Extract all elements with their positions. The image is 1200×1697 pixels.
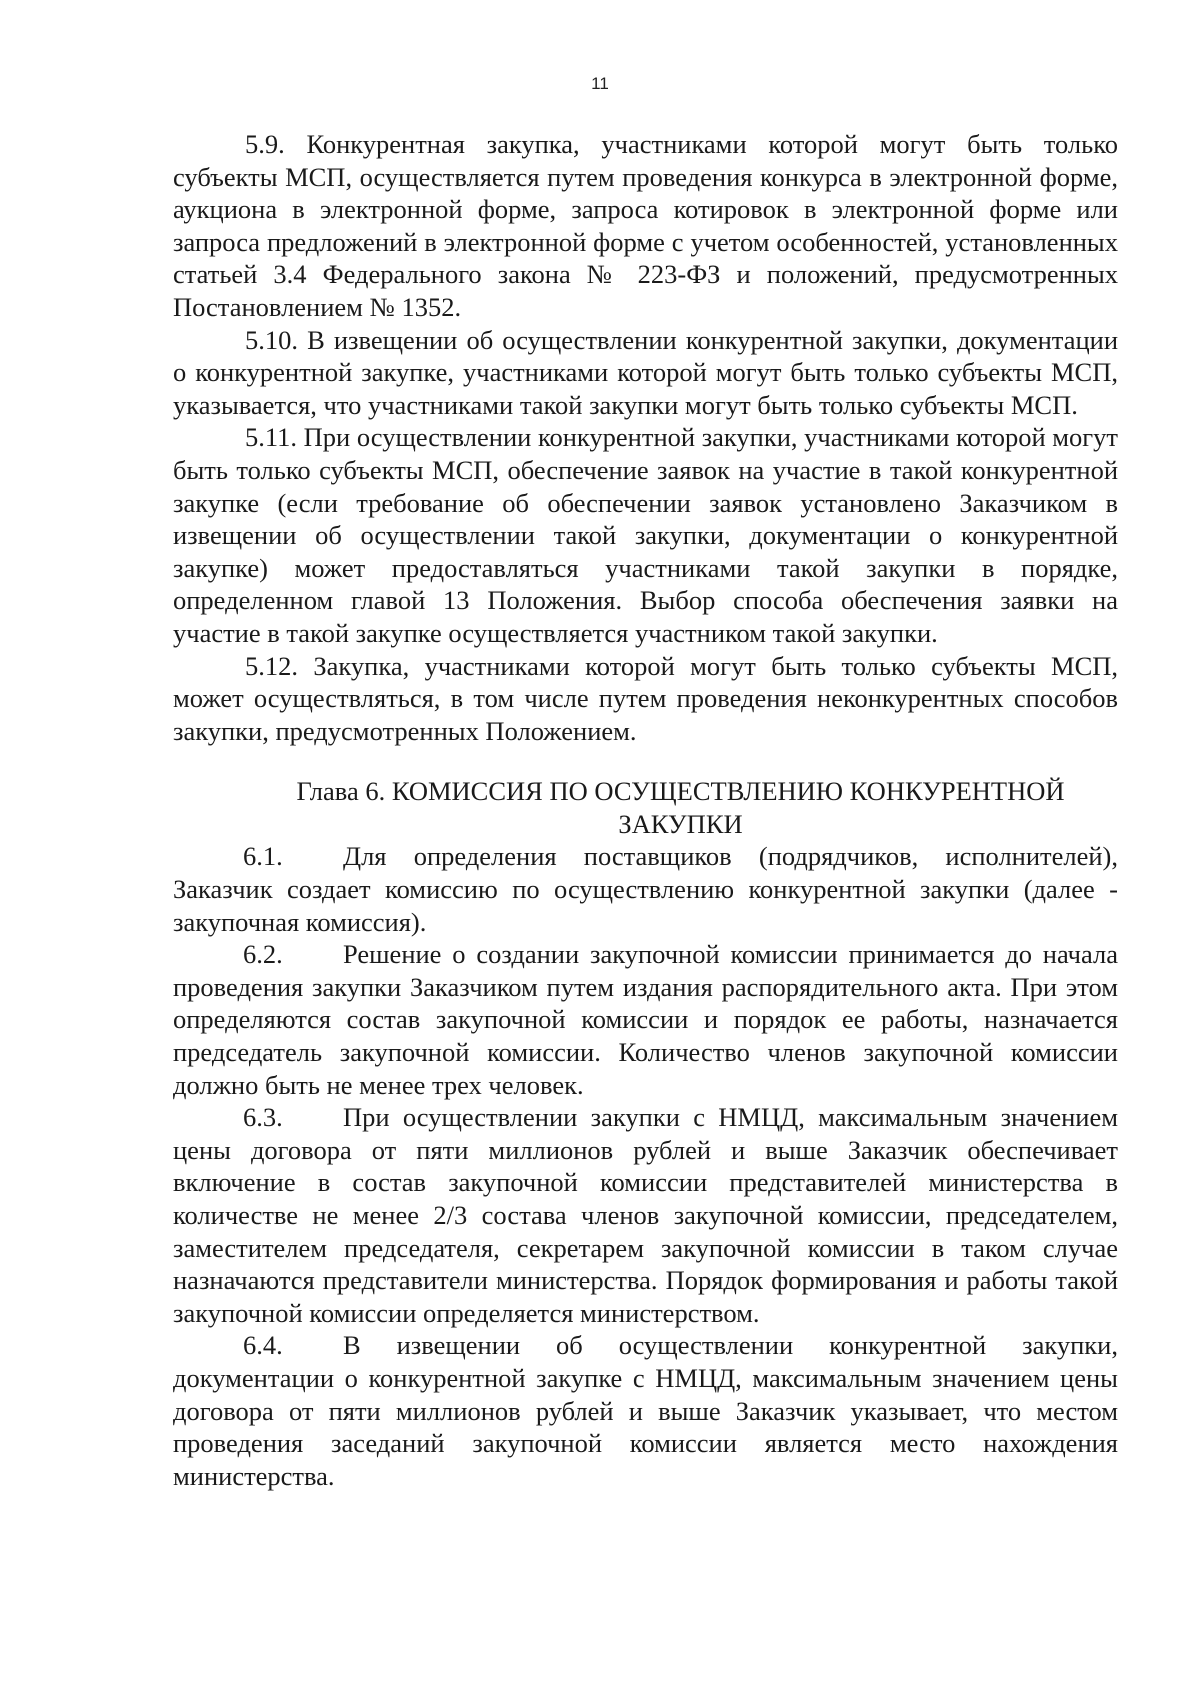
paragraph-text: Конкурентная закупка, участниками которой могут быть только субъекты МСП, осуществляется путем проведения конкурса в электронной форме, аукциона в электронной форме, запроса котировок в электронной форме или запроса предложений в электронной форме с учетом особенностей, установленных статьей 3.4 Федерального закона № 223-ФЗ и положений, предусмотренных Постановлением № 1352.: [173, 129, 1119, 322]
chapter-6-heading-line-1: Глава 6. КОМИССИЯ ПО ОСУЩЕСТВЛЕНИЮ КОНКУРЕНТНОЙ: [296, 776, 1065, 807]
paragraph-number: 6.4.: [243, 1330, 283, 1361]
paragraph-5-11: [173, 421, 1118, 649]
paragraph-6-2: [173, 938, 1118, 1101]
paragraph-number: 6.3.: [243, 1102, 283, 1133]
paragraph-text: При осуществлении конкурентной закупки, участниками которой могут быть только субъекты МСП, обеспечение заявок на участие в такой конкурентной закупке (если требование об обеспечении заявок установлено Заказчиком в извещении об осуществлении такой закупки, документации о конкурентной закупке) может предоставляться участниками такой закупки в порядке, определенном главой 13 Положения. Выбор способа обеспечения заявки на участие в такой закупке осуществляется участником такой закупки.: [173, 422, 1118, 648]
paragraph-6-4: [173, 1329, 1118, 1492]
paragraph-number: 5.10.: [245, 324, 298, 355]
paragraph-5-9: [173, 128, 1118, 324]
chapter-6-heading-line-2: ЗАКУПКИ: [618, 808, 743, 839]
paragraph-text: При осуществлении закупки с НМЦД, максимальным значением цены договора от пяти миллионов рублей и выше Заказчик обеспечивает включение в состав закупочной комиссии представителей министерства в количестве не менее 2/3 состава членов закупочной комиссии, председателем, заместителем председателя, секретарем закупочной комиссии в таком случае назначаются представители министерства. Порядок формирования и работы такой закупочной комиссии определяется министерством.: [173, 1102, 1118, 1328]
paragraph-number: 5.12.: [245, 650, 298, 681]
paragraph-text: Закупка, участниками которой могут быть только субъекты МСП, может осуществляться, в том числе путем проведения неконкурентных способов закупки, предусмотренных Положением.: [173, 650, 1119, 746]
chapter-6-heading: [173, 775, 1118, 840]
paragraph-text: В извещении об осуществлении конкурентной закупки, документации о конкурентной закупке с НМЦД, максимальным значением цены договора от пяти миллионов рублей и выше Заказчик указывает, что местом проведения заседаний закупочной комиссии является место нахождения министерства.: [173, 1330, 1118, 1491]
page-number: 11: [591, 74, 609, 93]
paragraph-6-1: [173, 840, 1118, 938]
paragraph-6-3: [173, 1101, 1118, 1329]
paragraph-number: 6.2.: [243, 939, 283, 970]
paragraph-5-10: [173, 324, 1118, 422]
paragraph-text: Решение о создании закупочной комиссии принимается до начала проведения закупки Заказчиком путем издания распорядительного акта. При этом определяются состав закупочной комиссии и порядок ее работы, назначается председатель закупочной комиссии. Количество членов закупочной комиссии должно быть не менее трех человек.: [173, 939, 1118, 1100]
paragraph-text: В извещении об осуществлении конкурентной закупки, документации о конкурентной закупке, участниками которой могут быть только субъекты МСП, указывается, что участниками такой закупки могут быть только субъекты МСП.: [173, 324, 1119, 420]
paragraph-number: 6.1.: [243, 841, 283, 872]
document-body: [173, 128, 1118, 1492]
paragraph-text: Для определения поставщиков (подрядчиков, исполнителей), Заказчик создает комиссию по осуществлению конкурентной закупки (далее - закупочная комиссия).: [173, 841, 1118, 937]
paragraph-5-12: [173, 650, 1118, 748]
paragraph-number: 5.9.: [245, 129, 285, 159]
paragraph-number: 5.11.: [245, 422, 298, 453]
